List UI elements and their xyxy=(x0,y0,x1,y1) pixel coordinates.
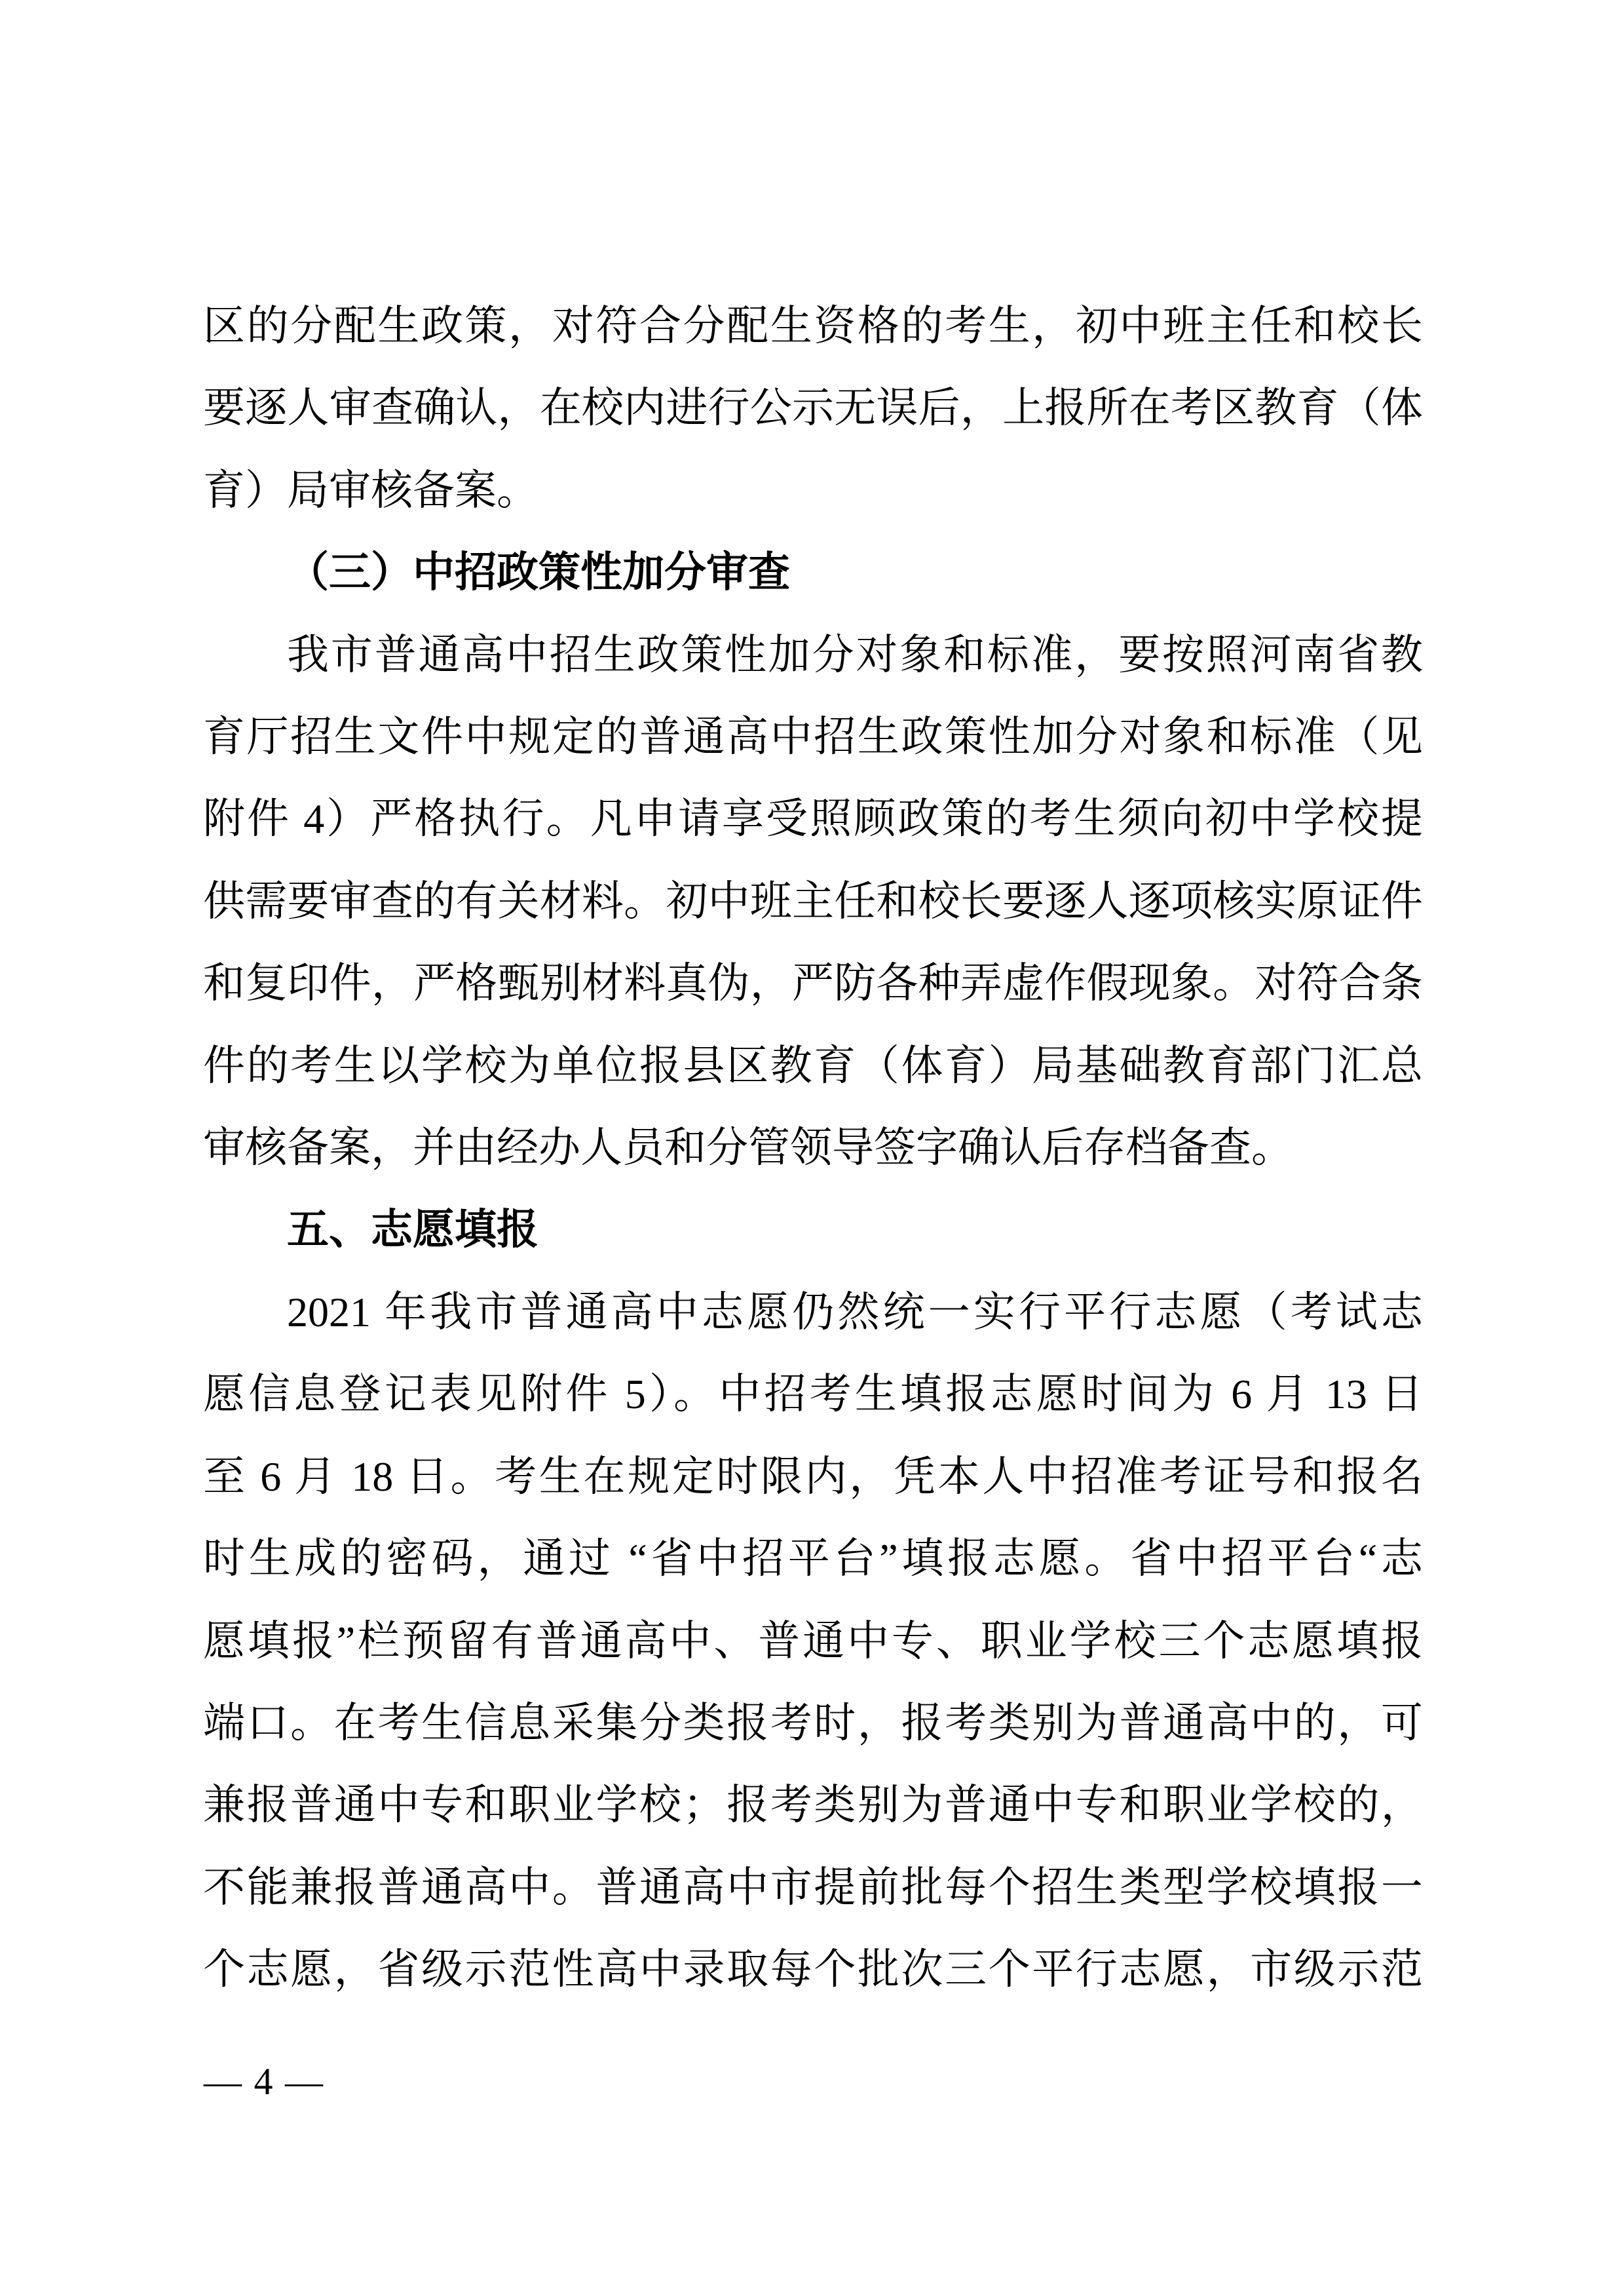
text-line: 要逐人审查确认，在校内进行公示无误后，上报所在考区教育（体 xyxy=(203,385,1423,432)
text-line: 2021 年我市普通高中志愿仍然统一实行平行志愿（考试志 xyxy=(287,1288,1423,1335)
text-line: 育）局审核备案。 xyxy=(203,467,538,514)
text-line: 件的考生以学校为单位报县区教育（体育）局基础教育部门汇总 xyxy=(203,1042,1423,1089)
text-line: 我市普通高中招生政策性加分对象和标准，要按照河南省教 xyxy=(287,631,1423,678)
text-line: 区的分配生政策，对符合分配生资格的考生，初中班主任和校长 xyxy=(203,303,1423,349)
text-line: 附件 4）严格执行。凡申请享受照顾政策的考生须向初中学校提 xyxy=(203,795,1423,843)
text-line: 愿信息登记表见附件 5）。中招考生填报志愿时间为 6 月 13 日 xyxy=(203,1371,1423,1418)
text-line: 兼报普通中专和职业学校；报考类别为普通中专和职业学校的， xyxy=(203,1782,1423,1829)
text-line: 供需要审查的有关材料。初中班主任和校长要逐人逐项核实原证件 xyxy=(203,877,1423,925)
text-line: 时生成的密码，通过 “省中招平台”填报志愿。省中招平台“志 xyxy=(203,1535,1423,1582)
section-heading: （三）中招政策性加分审查 xyxy=(287,549,790,596)
text-line: 和复印件，严格甄别材料真伪，严防各种弄虚作假现象。对符合条 xyxy=(203,960,1423,1007)
section-heading: 五、志愿填报 xyxy=(287,1206,538,1253)
text-line: 端口。在考生信息采集分类报考时，报考类别为普通高中的，可 xyxy=(203,1699,1423,1746)
page-number: — 4 — xyxy=(204,2060,324,2103)
text-line: 愿填报”栏预留有普通高中、普通中专、职业学校三个志愿填报 xyxy=(203,1617,1423,1664)
text-line: 育厅招生文件中规定的普通高中招生政策性加分对象和标准（见 xyxy=(203,714,1423,761)
text-line: 至 6 月 18 日。考生在规定时限内，凭本人中招准考证号和报名 xyxy=(203,1453,1423,1500)
document-body xyxy=(203,285,1423,2011)
text-line: 不能兼报普通高中。普通高中市提前批每个招生类型学校填报一 xyxy=(203,1864,1423,1911)
text-line: 审核备案，并由经办人员和分管领导签字确认后存档备查。 xyxy=(203,1124,1293,1172)
text-line: 个志愿，省级示范性高中录取每个批次三个平行志愿，市级示范 xyxy=(203,1946,1423,1993)
